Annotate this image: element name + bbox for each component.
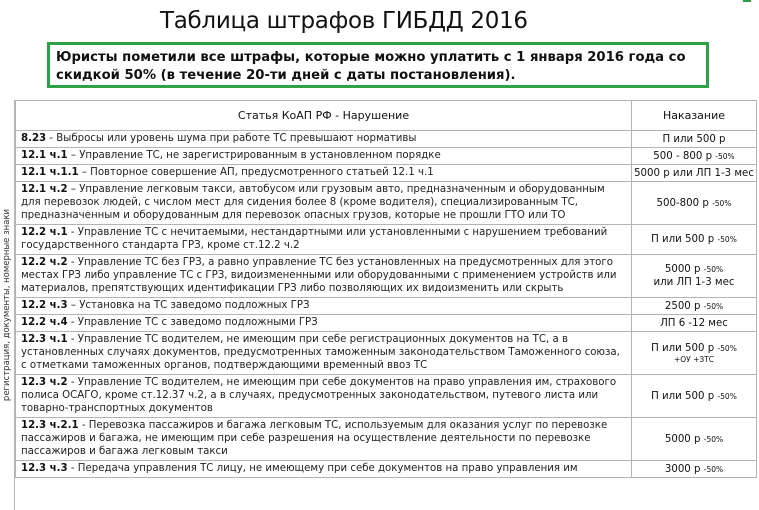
penalty-value: 2500 р (664, 300, 701, 312)
article-text: – Установка на ТС заведомо подложных ГРЗ (67, 300, 310, 311)
discount-mark: -50% (717, 343, 737, 353)
article-cell (16, 182, 632, 225)
article-text: - Управление ТС водителем, не имеющим при себе регистрационных документов на ТС, а в установленных случаях документов, предусмотренных таможенным законодательством Таможенного союза, с отметками таможенных органов, подтверждающими временный ввоз ТС (21, 334, 620, 371)
article-cell (16, 225, 632, 255)
table-row (16, 165, 757, 182)
penalty-alt: или ЛП 1-3 мес (653, 277, 735, 288)
article-cell (16, 255, 632, 298)
penalty-value: 5000 р или ЛП 1-3 мес (634, 167, 754, 179)
article-text: – Повторное совершение АП, предусмотренного статьей 12.1 ч.1 (78, 167, 434, 178)
penalty-value: П или 500 р (651, 234, 715, 245)
table-row (16, 131, 757, 148)
article-cell (16, 332, 632, 375)
discount-notice: Юристы пометили все штрафы, которые можно уплатить с 1 января 2016 года со скидкой 50% (в течение 20-ти дней с даты постановления). (47, 42, 709, 88)
article-code: 12.2 ч.3 (21, 300, 68, 311)
table-row (16, 375, 757, 418)
penalty-cell (632, 182, 757, 225)
penalty-cell (632, 255, 757, 298)
article-text: - Управление ТС без ГРЗ, а равно управление ТС без установленных на предусмотренных для этого местах ГРЗ либо управление ТС с ГРЗ, видоизмененными или оборудованными с применением устройств или материалов, препятствующих идентификации ГРЗ либо позволяющих их видоизменить или скрыть (21, 257, 617, 294)
page-title: Таблица штрафов ГИБДД 2016 (160, 8, 528, 34)
side-category-text: регистрация, документы, номерные знаки (2, 208, 12, 402)
column-header-penalty: Наказание (632, 101, 757, 131)
table-row (16, 461, 757, 478)
table-row (16, 225, 757, 255)
article-code: 12.3 ч.3 (21, 463, 68, 474)
table-header-row (16, 101, 757, 131)
column-header-article: Статья КоАП РФ - Нарушение (16, 101, 632, 131)
article-cell (16, 298, 632, 315)
article-text: - Управление ТС с заведомо подложными ГРЗ (67, 317, 318, 328)
article-text: - Управление ТС водителем, не имеющим при себе документов на право управления им, страхового полиса ОСАГО, кроме ст.12.37 ч.2, а в случаях, предусмотренных законодательством, путевого листа или товарно-транспортных документов (21, 377, 617, 414)
article-text: - Перевозка пассажиров и багажа легковым ТС, используемым для оказания услуг по перевозке пассажиров и багажа, не имеющим при себе разрешения на осуществление деятельности по перевозке пассажиров и багажа легковым такси (21, 420, 608, 457)
discount-mark: -50% (712, 198, 732, 208)
article-code: 12.3 ч.1 (21, 334, 68, 345)
article-text: - Выбросы или уровень шума при работе ТС превышают нормативы (46, 133, 417, 144)
corner-mark (743, 0, 751, 2)
penalty-cell (632, 418, 757, 461)
article-code: 12.1 ч.1.1 (21, 167, 79, 178)
article-text: - Передача управления ТС лицу, не имеющему при себе документов на право управления им (67, 463, 578, 474)
penalty-cell (632, 131, 757, 148)
penalty-cell (632, 375, 757, 418)
article-code: 12.3 ч.2.1 (21, 420, 79, 431)
article-code: 12.2 ч.2 (21, 257, 68, 268)
article-cell (16, 315, 632, 332)
article-code: 12.2 ч.1 (21, 227, 68, 238)
table-row (16, 315, 757, 332)
penalty-value: 5000 р (664, 433, 701, 445)
penalty-extra: +ОУ +ЗТС (673, 354, 715, 364)
penalty-value: 500-800 р (656, 197, 709, 209)
table-row (16, 255, 757, 298)
discount-mark: -50% (717, 235, 737, 244)
article-code: 12.3 ч.2 (21, 377, 68, 388)
article-code: 12.2 ч.4 (21, 317, 68, 328)
article-code: 12.1 ч.1 (21, 150, 68, 161)
fines-table (15, 100, 757, 478)
penalty-value: 5000 р (664, 264, 701, 275)
penalty-cell (632, 298, 757, 315)
article-text: – Управление легковым такси, автобусом или грузовым авто, предназначенным и оборудованным для перевозок людей, с числом мест для сидения более 8 (кроме водителя), специализированным ТС, предназначенным и оборудованным для перевозок опасных грузов, которые не прошли ГТО или ТО (21, 184, 605, 221)
penalty-cell (632, 148, 757, 165)
article-text: – Управление ТС, не зарегистрированным в установленном порядке (67, 150, 441, 161)
penalty-cell (632, 225, 757, 255)
penalty-value: ЛП 6 -12 мес (660, 317, 728, 329)
table-row (16, 332, 757, 375)
article-cell (16, 418, 632, 461)
table-row (16, 418, 757, 461)
side-category-label (0, 100, 15, 510)
article-cell (16, 131, 632, 148)
discount-mark: -50% (703, 301, 724, 311)
penalty-value: П или 500 р (662, 133, 726, 145)
discount-mark: -50% (717, 391, 737, 401)
table-row (16, 298, 757, 315)
article-cell (16, 375, 632, 418)
penalty-value: 500 - 800 р (653, 150, 713, 162)
penalty-value: 3000 р (664, 463, 701, 475)
table-row (16, 182, 757, 225)
article-cell (16, 148, 632, 165)
penalty-cell (632, 165, 757, 182)
penalty-value: П или 500 р (651, 342, 715, 354)
article-text: - Управление ТС с нечитаемыми, нестандартными или установленными с нарушением требований государственного стандарта ГРЗ, кроме ст.12.2 ч.2 (21, 227, 608, 251)
penalty-cell (632, 315, 757, 332)
penalty-cell (632, 332, 757, 375)
discount-mark: -50% (715, 151, 735, 161)
article-cell (16, 461, 632, 478)
table-row (16, 148, 757, 165)
article-cell (16, 165, 632, 182)
discount-mark: -50% (703, 464, 724, 474)
discount-mark: -50% (703, 265, 724, 274)
penalty-cell (632, 461, 757, 478)
discount-mark: -50% (703, 434, 724, 444)
penalty-value: П или 500 р (651, 390, 715, 402)
article-code: 12.1 ч.2 (21, 184, 68, 195)
article-code: 8.23 (21, 133, 47, 144)
